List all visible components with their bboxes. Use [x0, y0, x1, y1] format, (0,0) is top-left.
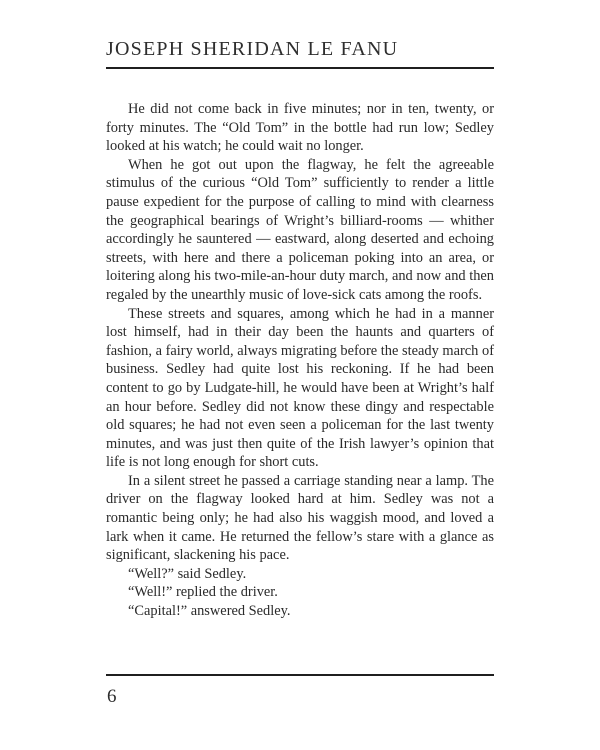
dialogue-line: “Well!” replied the driver.	[128, 584, 278, 601]
body-text	[106, 100, 494, 621]
paragraph: In a silent street he passed a carriage standing near a lamp. The driver on the flagway looked hard at him. Sedley was not a romantic being only; he had also his waggish mood, and loved a lark when it came. He returned the fellow’s stare with a glance as significant, slackening his pace.	[106, 472, 494, 564]
page-number: 6	[107, 686, 117, 707]
paragraph: He did not come back in five minutes; nor in ten, twenty, or forty minutes. The “Old Tom” in the bottle had run low; Sedley looked at his watch; he could wait no longer.	[106, 101, 494, 155]
dialogue-line: “Well?” said Sedley.	[128, 565, 247, 582]
header-rule	[106, 67, 494, 69]
footer-rule	[106, 674, 494, 676]
running-head: JOSEPH SHERIDAN LE FANU	[106, 38, 399, 60]
dialogue-line: “Capital!” answered Sedley.	[128, 603, 291, 620]
paragraph: When he got out upon the flagway, he felt the agreeable stimulus of the curious “Old Tom” sufficiently to render a little pause expedient for the purpose of calling to mind with clearness the geographical bearings of Wright’s billiard-rooms — whither accordingly he sauntered — eastward, along deserted and echoing streets, with here and there a policeman poking into an area, or loitering along his two-mile-an-hour duty march, and now and then regaled by the unearthly music of love-sick cats among the roofs.	[106, 156, 494, 303]
paragraph: These streets and squares, among which he had in a manner lost himself, had in their day been the haunts and quarters of fashion, a fairy world, always migrating before the steady march of business. Sedley had quite lost his reckoning. If he had been content to go by Ludgate-hill, he would have been at Wright’s half an hour before. Sedley did not know these dingy and respectable old squares; he had not even seen a policeman for the last twenty minutes, and was just then quite of the Irish lawyer’s opinion that life is not long enough for short cuts.	[106, 305, 494, 471]
